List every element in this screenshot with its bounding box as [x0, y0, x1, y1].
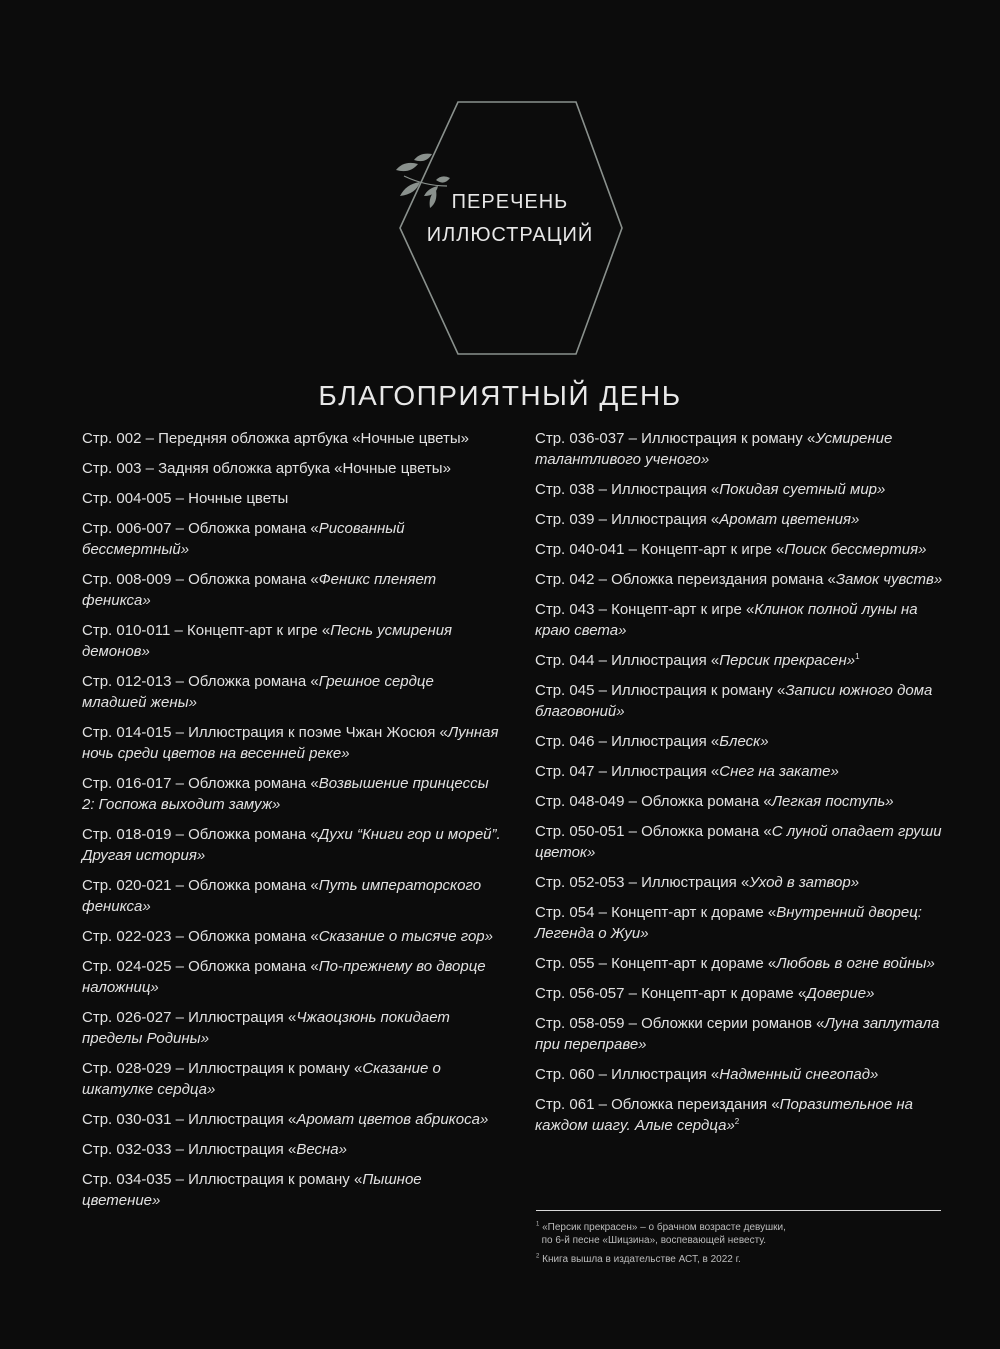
entry-title: Сказание о шкатулке сердца [82, 1060, 441, 1098]
entry-title: Песнь усмирения демонов [82, 622, 453, 660]
entry-page-desc: Стр. 022-023 – Обложка романа « [82, 928, 319, 945]
illustration-entry [535, 428, 955, 470]
entry-closing-quote: » [338, 1141, 347, 1158]
entry-page-desc: Стр. 054 – Концепт-арт к дораме « [535, 904, 777, 921]
entry-page-desc: Стр. 055 – Концепт-арт к дораме « [535, 955, 777, 972]
illustration-entry [82, 1007, 502, 1049]
illustration-entry [82, 824, 502, 866]
entry-page-desc: Стр. 058-059 – Обложки серии романов « [535, 1015, 825, 1032]
entry-page-desc: Стр. 056-057 – Концепт-арт к дораме « [535, 985, 807, 1002]
entry-page-desc: Стр. 018-019 – Обложка романа « [82, 826, 319, 843]
illustration-entry [535, 539, 955, 560]
entry-title: Поразительное на каждом шагу. Алые сердца [535, 1096, 913, 1134]
entry-closing-quote: » [830, 763, 839, 780]
entry-page-desc: Стр. 030-031 – Иллюстрация « [82, 1111, 297, 1128]
entry-closing-quote: » [866, 985, 875, 1002]
illustration-entry [535, 821, 955, 863]
entry-page-desc: Стр. 044 – Иллюстрация « [535, 652, 720, 669]
entry-closing-quote: » [640, 925, 649, 942]
entry-closing-quote: » [850, 874, 860, 891]
illustration-entry [82, 1139, 502, 1160]
illustration-entry [82, 956, 502, 998]
entry-title: Сказание о тысяче гор [318, 928, 485, 945]
entry-title: Усмирение талантливого ученого [535, 430, 893, 468]
entry-title: Аромат цветения [719, 511, 851, 528]
illustration-entry [82, 569, 502, 611]
entry-closing-quote: » [638, 1036, 647, 1053]
section-title: БЛАГОПРИЯТНЫЙ ДЕНЬ [318, 380, 682, 411]
entry-closing-quote: » [587, 844, 596, 861]
entry-page-desc: Стр. 050-051 – Обложка романа « [535, 823, 772, 840]
heading-line-1: ПЕРЕЧЕНЬ [451, 191, 569, 213]
entry-title: Внутренний дворец: Легенда о Жуи [535, 904, 922, 942]
entry-page-desc: Стр. 045 – Иллюстрация к роману « [535, 682, 786, 699]
entry-title: Пышное цветение [82, 1171, 422, 1209]
entry-closing-quote: » [933, 571, 943, 588]
illustration-entry [535, 983, 955, 1004]
entry-title: Надменный снегопад [719, 1066, 870, 1083]
illustration-entry [82, 722, 502, 764]
illustration-entry [535, 569, 955, 590]
right-illustration-list [535, 428, 955, 1145]
entry-page-desc: Стр. 012-013 – Обложка романа « [82, 673, 319, 690]
entry-page-desc: Стр. 034-035 – Иллюстрация к роману « [82, 1171, 363, 1188]
entry-page-desc: Стр. 042 – Обложка переиздания романа « [535, 571, 836, 588]
entry-page-desc: Стр. 004-005 – Ночные цветы [82, 490, 289, 507]
entry-page-desc: Стр. 043 – Концепт-арт к игре « [535, 601, 755, 618]
entry-title: Рисованный бессмертный [82, 520, 405, 558]
illustration-entry [82, 620, 502, 662]
left-illustration-list [82, 428, 502, 1220]
entry-title: Покидая суетный мир [719, 481, 878, 498]
illustration-entry [82, 1109, 502, 1130]
entry-page-desc: Стр. 008-009 – Обложка романа « [82, 571, 319, 588]
entry-title: Духи “Книги гор и морей”. Другая история [82, 826, 501, 864]
entry-closing-quote: » [341, 745, 350, 762]
footnote-mark: 1 [536, 1221, 540, 1228]
entry-page-desc: Стр. 024-025 – Обложка романа « [82, 958, 319, 975]
illustration-entry [535, 902, 955, 944]
entry-title: Персик прекрасен [719, 652, 847, 669]
entry-page-desc: Стр. 040-041 – Концепт-арт к игре « [535, 541, 785, 558]
entry-closing-quote: » [479, 1111, 489, 1128]
illustration-entry [535, 761, 955, 782]
entry-closing-quote: » [207, 1081, 216, 1098]
entry-title: Аромат цветов абрикоса [296, 1111, 480, 1128]
entry-closing-quote: » [926, 955, 935, 972]
footnote-1 [536, 1221, 936, 1247]
illustration-entry [82, 1169, 502, 1211]
entry-closing-quote: » [150, 979, 159, 996]
illustration-entry [535, 599, 955, 641]
entry-title: По-прежнему во дворце наложниц [82, 958, 486, 996]
entry-title: Записи южного дома благовоний [535, 682, 933, 720]
entry-page-desc: Стр. 006-007 – Обложка романа « [82, 520, 319, 537]
entry-closing-quote: » [850, 511, 860, 528]
entry-closing-quote: » [700, 451, 710, 468]
entry-title: Феникс пленяет феникса [82, 571, 437, 609]
entry-title: Замок чувств [835, 571, 934, 588]
entry-page-desc: Стр. 032-033 – Иллюстрация « [82, 1141, 297, 1158]
illustration-entry [82, 1058, 502, 1100]
hexagon-emblem [0, 0, 1000, 380]
illustration-entry [82, 488, 502, 509]
footnote-reference: 2 [734, 1117, 740, 1126]
illustration-entry [535, 1064, 955, 1085]
entry-closing-quote: » [142, 592, 151, 609]
entry-title: Блеск [719, 733, 761, 750]
entry-closing-quote: » [180, 541, 190, 558]
entry-title: Весна [296, 1141, 339, 1158]
entry-page-desc: Стр. 052-053 – Иллюстрация « [535, 874, 750, 891]
entry-closing-quote: » [141, 643, 150, 660]
illustration-entry [535, 1013, 955, 1055]
entry-title: Чжаоцзюнь покидает пределы Родины [82, 1009, 450, 1047]
entry-title: Доверие [806, 985, 867, 1002]
entry-closing-quote: » [142, 898, 151, 915]
entry-page-desc: Стр. 003 – Задняя обложка артбука «Ночные цветы» [82, 460, 451, 477]
entry-page-desc: Стр. 036-037 – Иллюстрация к роману « [535, 430, 816, 447]
entry-title: Любовь в огне войны [776, 955, 927, 972]
footnote-mark: 2 [536, 1253, 540, 1260]
illustration-entry [535, 509, 955, 530]
entry-page-desc: Стр. 048-049 – Обложка романа « [535, 793, 772, 810]
entry-closing-quote: » [885, 793, 894, 810]
footnote-text: Книга вышла в издательстве АСТ, в 2022 г. [542, 1254, 741, 1265]
illustration-entry [82, 671, 502, 713]
illustration-entry [82, 458, 502, 479]
footnote-text: по 6-й песне «Шицзина», воспевающей невесту. [541, 1235, 767, 1246]
entry-title: Клинок полной луны на краю света [535, 601, 918, 639]
footnote-2 [536, 1253, 936, 1266]
entry-title: Снег на закате [719, 763, 831, 780]
entry-closing-quote: » [196, 847, 206, 864]
entry-closing-quote: » [918, 541, 927, 558]
illustration-entry [82, 428, 502, 449]
entry-closing-quote: » [616, 703, 625, 720]
entry-page-desc: Стр. 020-021 – Обложка романа « [82, 877, 319, 894]
footnote-text: «Персик прекрасен» – о брачном возрасте девушки, [542, 1222, 786, 1233]
entry-title: Путь императорского феникса [82, 877, 482, 915]
entry-page-desc: Стр. 038 – Иллюстрация « [535, 481, 720, 498]
illustration-entry [535, 1094, 955, 1136]
illustration-entry [535, 953, 955, 974]
entry-page-desc: Стр. 061 – Обложка переиздания « [535, 1096, 780, 1113]
illustration-entry [82, 518, 502, 560]
entry-title: Поиск бессмертия [784, 541, 919, 558]
entry-closing-quote: » [618, 622, 627, 639]
footnote-reference: 1 [855, 652, 860, 661]
illustration-entry [535, 872, 955, 893]
entry-page-desc: Стр. 028-029 – Иллюстрация к роману « [82, 1060, 363, 1077]
entry-closing-quote: » [188, 694, 197, 711]
entry-title: Возвышение принцессы 2: Госпожа выходит замуж [82, 775, 489, 813]
illustration-entry [82, 773, 502, 815]
illustration-entry [535, 731, 955, 752]
entry-closing-quote: » [869, 1066, 879, 1083]
entry-closing-quote: » [760, 733, 769, 750]
entry-page-desc: Стр. 047 – Иллюстрация « [535, 763, 720, 780]
illustration-entry [535, 791, 955, 812]
entry-closing-quote: » [272, 796, 281, 813]
illustration-entry [82, 926, 502, 947]
illustration-entry [82, 875, 502, 917]
entry-closing-quote: » [484, 928, 493, 945]
entry-title: С луной опадает груши цветок [535, 823, 942, 861]
entry-closing-quote: » [877, 481, 886, 498]
entry-closing-quote: » [152, 1192, 161, 1209]
entry-title: Грешное сердце младшей жены [82, 673, 434, 711]
entry-page-desc: Стр. 010-011 – Концепт-арт к игре « [82, 622, 331, 639]
entry-title: Лунная ночь среди цветов на весенней реке [82, 724, 499, 762]
entry-page-desc: Стр. 016-017 – Обложка романа « [82, 775, 319, 792]
illustration-entry [535, 479, 955, 500]
entry-page-desc: Стр. 039 – Иллюстрация « [535, 511, 720, 528]
entry-page-desc: Стр. 046 – Иллюстрация « [535, 733, 720, 750]
entry-title: Луна заплутала при переправе [535, 1015, 940, 1053]
entry-page-desc: Стр. 002 – Передняя обложка артбука «Ночные цветы» [82, 430, 469, 447]
entry-closing-quote: » [846, 652, 856, 669]
entry-title: Уход в затвор [749, 874, 851, 891]
entry-page-desc: Стр. 060 – Иллюстрация « [535, 1066, 720, 1083]
illustration-entry [535, 680, 955, 722]
entry-closing-quote: » [200, 1030, 210, 1047]
heading-line-2: ИЛЛЮСТРАЦИЙ [426, 224, 594, 246]
illustration-entry [535, 650, 955, 671]
entry-title: Легкая поступь [771, 793, 886, 810]
entry-page-desc: Стр. 026-027 – Иллюстрация « [82, 1009, 297, 1026]
entry-page-desc: Стр. 014-015 – Иллюстрация к поэме Чжан Жосюя « [82, 724, 448, 741]
footnote-divider [536, 1210, 941, 1211]
entry-closing-quote: » [726, 1117, 735, 1134]
